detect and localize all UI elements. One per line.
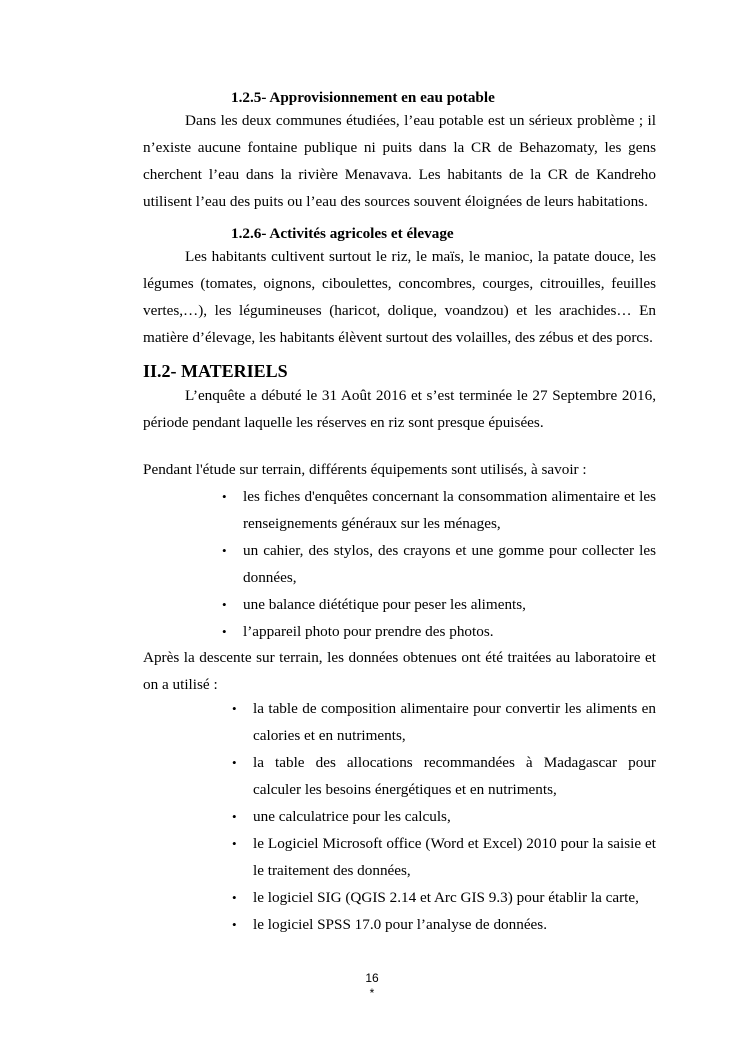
section-heading-1-2-6: 1.2.6- Activités agricoles et élevage xyxy=(231,225,454,242)
lab-tools-section xyxy=(143,644,656,698)
bullet-icon: • xyxy=(232,809,237,824)
field-equipment-section xyxy=(143,456,656,483)
bullet-list-item xyxy=(232,803,656,830)
bullet-icon: • xyxy=(232,701,237,716)
bullet-icon: • xyxy=(232,755,237,770)
bullet-text: un cahier, des stylos, des crayons et une gomme pour collecter les données, xyxy=(243,542,656,586)
bullet-text: la table de composition alimentaire pour convertir les aliments en calories et en nutriments, xyxy=(253,700,656,744)
bullet-icon: • xyxy=(222,597,227,612)
section-paragraph-1-2-5: Dans les deux communes étudiées, l’eau potable est un sérieux problème ; il n’existe aucune fontaine publique ni puits dans la CR de Behazomaty, les gens cherchent l’eau dans la rivière Menavava. Les habitants de la CR de Kandreho utilisent l’eau des puits ou l’eau des sources souvent éloignées de leurs habitations. xyxy=(143,112,656,210)
lab-tools-intro: Après la descente sur terrain, les données obtenues ont été traitées au laboratoire et on a utilisé : xyxy=(143,649,656,693)
bullet-list-item xyxy=(232,695,656,749)
bullet-text: une balance diététique pour peser les aliments, xyxy=(243,596,526,613)
section-ii-2 xyxy=(143,360,656,436)
field-equipment-intro: Pendant l'étude sur terrain, différents équipements sont utilisés, à savoir : xyxy=(143,461,587,478)
bullet-text: la table des allocations recommandées à Madagascar pour calculer les besoins énergétiques et en nutriments, xyxy=(253,754,656,798)
bullet-list-item xyxy=(232,749,656,803)
bullet-icon: • xyxy=(232,917,237,932)
bullet-text: le logiciel SPSS 17.0 pour l’analyse de données. xyxy=(253,916,548,933)
bullet-list-item xyxy=(222,483,656,537)
bullet-icon: • xyxy=(222,624,227,639)
section-heading-1-2-5: 1.2.5- Approvisionnement en eau potable xyxy=(231,89,495,106)
bullet-list-item xyxy=(232,911,656,938)
page-footer xyxy=(0,971,744,1001)
section-heading-ii-2: II.2- MATERIELS xyxy=(143,361,288,381)
bullet-text: l’appareil photo pour prendre des photos. xyxy=(243,623,494,640)
bullet-text: le logiciel SIG (QGIS 2.14 et Arc GIS 9.3) pour établir la carte, xyxy=(253,889,639,906)
page-marker: * xyxy=(369,986,375,1000)
bullet-list-item xyxy=(222,591,656,618)
section-paragraph-1-2-6: Les habitants cultivent surtout le riz, le maïs, le manioc, la patate douce, les légumes (tomates, oignons, ciboulettes, concombres, courges, citrouilles, feuilles vertes,…), les légumineuses (haricot, dolique, voandzou) et les arachides… En matière d’élevage, les habitants élèvent surtout des volailles, des zébus et des porcs. xyxy=(143,248,656,346)
field-equipment-list xyxy=(222,483,656,645)
bullet-icon: • xyxy=(222,543,227,558)
bullet-icon: • xyxy=(232,836,237,851)
bullet-text: le Logiciel Microsoft office (Word et Excel) 2010 pour la saisie et le traitement des données, xyxy=(253,835,656,879)
bullet-list-item xyxy=(222,537,656,591)
bullet-icon: • xyxy=(222,489,227,504)
bullet-text: les fiches d'enquêtes concernant la consommation alimentaire et les renseignements généraux sur les ménages, xyxy=(243,488,656,532)
section-1-2-6 xyxy=(143,225,656,351)
page-number: 16 xyxy=(365,971,379,985)
bullet-list-item xyxy=(222,618,656,645)
bullet-text: une calculatrice pour les calculs, xyxy=(253,808,451,825)
lab-tools-list xyxy=(232,695,656,938)
bullet-list-item xyxy=(232,884,656,911)
bullet-list-item xyxy=(232,830,656,884)
field-equipment-list-wrap xyxy=(222,483,656,645)
materials-intro-paragraph: L’enquête a débuté le 31 Août 2016 et s’est terminée le 27 Septembre 2016, période pendant laquelle les réserves en riz sont presque épuisées. xyxy=(143,387,656,431)
bullet-icon: • xyxy=(232,890,237,905)
section-1-2-5 xyxy=(143,89,656,215)
lab-tools-list-wrap xyxy=(232,695,656,938)
